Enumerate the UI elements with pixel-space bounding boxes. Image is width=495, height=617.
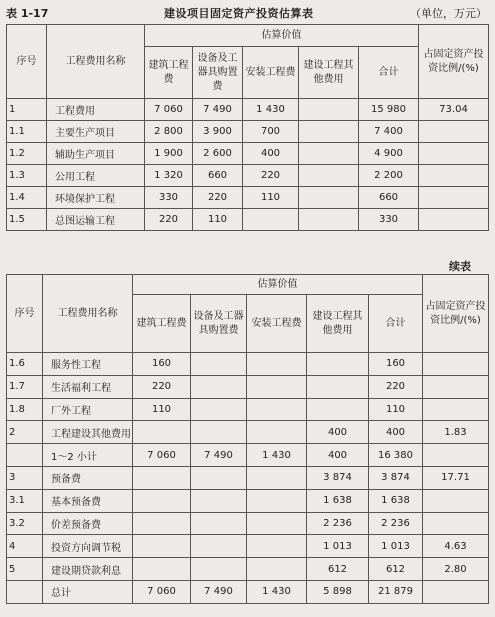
ratio-cell [423,512,489,535]
seq-cell: 1.7 [7,375,43,398]
col-header-equipment: 设备及工器具购置费 [191,295,247,353]
ratio-cell [419,165,489,187]
table-row [7,398,489,421]
col-header-ratio: 占固定资产投资比例/(%) [419,25,489,99]
table-1-header [4,3,489,23]
installation-cell [243,209,299,231]
total-cell: 16 380 [369,444,423,467]
construction-cell [133,558,191,581]
name-cell: 总计 [43,580,133,603]
construction-cell: 7 060 [145,99,193,121]
construction-cell: 2 800 [145,121,193,143]
ratio-cell [423,580,489,603]
installation-cell: 1 430 [247,444,307,467]
installation-cell [247,558,307,581]
total-cell: 660 [359,187,419,209]
table-title: 建设项目固定资产投资估算表 [164,7,314,20]
table-row [7,143,489,165]
total-cell: 1 013 [369,535,423,558]
other-cell: 1 013 [307,535,369,558]
table-row [7,121,489,143]
total-cell: 7 400 [359,121,419,143]
equipment-cell [191,398,247,421]
installation-cell: 1 430 [243,99,299,121]
other-cell: 1 638 [307,489,369,512]
other-cell [299,143,359,165]
other-cell: 400 [307,444,369,467]
ratio-cell [423,489,489,512]
ratio-cell [423,398,489,421]
name-cell: 预备费 [43,466,133,489]
name-cell: 生活福利工程 [43,375,133,398]
table-1-body [7,99,489,231]
table-row [7,353,489,376]
col-header-name: 工程费用名称 [43,275,133,353]
other-cell [307,398,369,421]
equipment-cell [191,535,247,558]
table-row [7,466,489,489]
other-cell [307,353,369,376]
other-cell: 612 [307,558,369,581]
construction-cell: 220 [133,375,191,398]
table-row [7,512,489,535]
construction-cell: 110 [133,398,191,421]
total-cell: 21 879 [369,580,423,603]
other-cell [299,99,359,121]
name-cell: 工程费用 [47,99,145,121]
col-header-installation: 安装工程费 [243,47,299,99]
name-cell: 基本预备费 [43,489,133,512]
col-header-name: 工程费用名称 [47,25,145,99]
equipment-cell: 3 900 [193,121,243,143]
equipment-cell: 7 490 [191,580,247,603]
table-row [7,209,489,231]
name-cell: 主要生产项目 [47,121,145,143]
total-cell: 400 [369,421,423,444]
installation-cell: 220 [243,165,299,187]
seq-cell: 1.8 [7,398,43,421]
table-row [7,580,489,603]
col-header-estimate: 估算价值 [145,25,419,47]
total-cell: 110 [369,398,423,421]
equipment-cell [191,421,247,444]
other-cell: 2 236 [307,512,369,535]
equipment-cell: 110 [193,209,243,231]
other-cell [299,187,359,209]
installation-cell [247,512,307,535]
equipment-cell [191,353,247,376]
col-header-construction: 建筑工程费 [133,295,191,353]
equipment-cell: 660 [193,165,243,187]
seq-cell: 4 [7,535,43,558]
name-cell: 价差预备费 [43,512,133,535]
construction-cell: 1 320 [145,165,193,187]
seq-cell: 3.2 [7,512,43,535]
construction-cell: 7 060 [133,444,191,467]
col-header-construction: 建筑工程费 [145,47,193,99]
table-row [7,187,489,209]
table-row [7,421,489,444]
installation-cell [247,535,307,558]
equipment-cell: 220 [193,187,243,209]
seq-cell: 1.2 [7,143,47,165]
name-cell: 建设期贷款利息 [43,558,133,581]
installation-cell [247,421,307,444]
construction-cell [133,512,191,535]
installation-cell: 400 [243,143,299,165]
total-cell: 330 [359,209,419,231]
other-cell [299,121,359,143]
name-cell: 辅助生产项目 [47,143,145,165]
installation-cell: 700 [243,121,299,143]
seq-cell: 1.1 [7,121,47,143]
equipment-cell [191,512,247,535]
table-row [7,375,489,398]
installation-cell [247,353,307,376]
total-cell: 220 [369,375,423,398]
table-unit: （单位，万元） [410,7,487,20]
construction-cell [133,421,191,444]
investment-estimate-table [6,24,489,231]
total-cell: 15 980 [359,99,419,121]
total-cell: 4 900 [359,143,419,165]
total-cell: 2 200 [359,165,419,187]
name-cell: 环境保护工程 [47,187,145,209]
seq-cell: 3.1 [7,489,43,512]
col-header-total: 合计 [369,295,423,353]
ratio-cell [419,121,489,143]
construction-cell: 160 [133,353,191,376]
ratio-cell: 73.04 [419,99,489,121]
other-cell: 3 874 [307,466,369,489]
other-cell: 400 [307,421,369,444]
name-cell: 厂外工程 [43,398,133,421]
col-header-other: 建设工程其他费用 [299,47,359,99]
seq-cell: 1.6 [7,353,43,376]
seq-cell: 1 [7,99,47,121]
equipment-cell [191,466,247,489]
table-2-body [7,353,489,604]
table-number: 表 1-17 [6,7,49,20]
seq-cell: 3 [7,466,43,489]
ratio-cell [423,375,489,398]
ratio-cell: 17.71 [423,466,489,489]
seq-cell: 1.3 [7,165,47,187]
seq-cell: 1.4 [7,187,47,209]
total-cell: 3 874 [369,466,423,489]
ratio-cell: 4.63 [423,535,489,558]
name-cell: 服务性工程 [43,353,133,376]
equipment-cell: 2 600 [193,143,243,165]
col-header-estimate: 估算价值 [133,275,423,295]
seq-cell: 2 [7,421,43,444]
investment-estimate-table-continued [6,274,489,604]
construction-cell: 330 [145,187,193,209]
table-2-header [4,258,489,274]
installation-cell: 1 430 [247,580,307,603]
installation-cell: 110 [243,187,299,209]
construction-cell: 1 900 [145,143,193,165]
equipment-cell [191,375,247,398]
name-cell: 总图运输工程 [47,209,145,231]
seq-cell [7,580,43,603]
col-header-installation: 安装工程费 [247,295,307,353]
other-cell: 5 898 [307,580,369,603]
other-cell [299,165,359,187]
construction-cell: 220 [145,209,193,231]
equipment-cell: 7 490 [191,444,247,467]
col-header-seq: 序号 [7,25,47,99]
seq-cell: 5 [7,558,43,581]
equipment-cell: 7 490 [193,99,243,121]
total-cell: 2 236 [369,512,423,535]
ratio-cell: 1.83 [423,421,489,444]
col-header-equipment: 设备及工器具购置费 [193,47,243,99]
col-header-seq: 序号 [7,275,43,353]
seq-cell: 1.5 [7,209,47,231]
table-row [7,558,489,581]
construction-cell [133,489,191,512]
construction-cell: 7 060 [133,580,191,603]
ratio-cell [419,187,489,209]
ratio-cell: 2.80 [423,558,489,581]
col-header-total: 合计 [359,47,419,99]
name-cell: 投资方向调节税 [43,535,133,558]
installation-cell [247,466,307,489]
col-header-ratio: 占固定资产投资比例/(%) [423,275,489,353]
other-cell [307,375,369,398]
table-row [7,444,489,467]
installation-cell [247,398,307,421]
ratio-cell [419,209,489,231]
seq-cell [7,444,43,467]
table-row [7,165,489,187]
name-cell: 1～2 小计 [43,444,133,467]
total-cell: 1 638 [369,489,423,512]
equipment-cell [191,558,247,581]
equipment-cell [191,489,247,512]
total-cell: 160 [369,353,423,376]
name-cell: 工程建设其他费用 [43,421,133,444]
table-row [7,535,489,558]
ratio-cell [419,143,489,165]
ratio-cell [423,444,489,467]
table-row [7,99,489,121]
ratio-cell [423,353,489,376]
name-cell: 公用工程 [47,165,145,187]
other-cell [299,209,359,231]
table-row [7,489,489,512]
total-cell: 612 [369,558,423,581]
continued-label: 续表 [449,260,471,273]
col-header-other: 建设工程其他费用 [307,295,369,353]
installation-cell [247,489,307,512]
installation-cell [247,375,307,398]
construction-cell [133,466,191,489]
construction-cell [133,535,191,558]
